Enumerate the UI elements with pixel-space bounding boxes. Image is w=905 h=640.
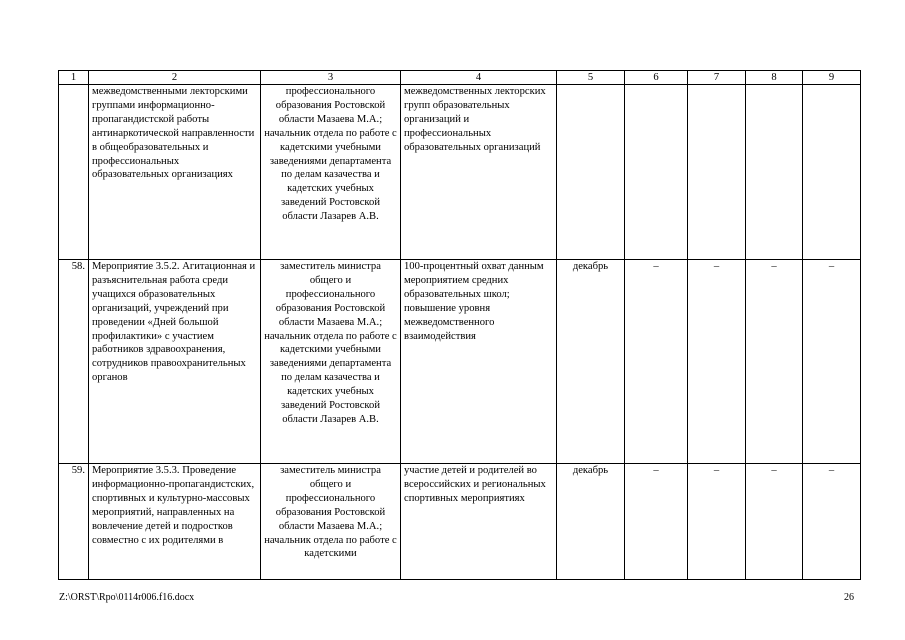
value-cell: – [803,464,861,580]
column-number: 7 [688,71,746,85]
column-number: 8 [746,71,803,85]
row-number: 58. [59,260,89,464]
value-cell: – [688,260,746,464]
column-number: 5 [557,71,625,85]
term-cell [557,85,625,260]
expected-result-cell: 100-процентный охват данным мероприятием средних образовательных школ; повышение уровня межведомственного взаимодействия [401,260,557,464]
activity-cell: Мероприятие 3.5.3. Проведение информационно-пропагандистских, спортивных и культурно-массовых мероприятий, направленных на вовлечение детей и подростков совместно с их родителями в [89,464,261,580]
table-row [59,464,861,580]
column-number: 6 [625,71,688,85]
row-number: 59. [59,464,89,580]
value-cell: – [746,464,803,580]
expected-result-cell: межведомственных лекторских групп образовательных организаций и профессиональных образовательных организаций [401,85,557,260]
responsible-cell: заместитель министра общего и профессионального образования Ростовской области Мазаева М.А.; начальник отдела по работе с кадетскими учебными заведениями департамента по делам казачества и кадетских учебных заведений Ростовской области Лазарев А.В. [261,260,401,464]
column-number: 2 [89,71,261,85]
term-cell: декабрь [557,260,625,464]
page-number: 26 [844,592,854,603]
responsible-cell: заместитель министра общего и профессионального образования Ростовской области Мазаева М.А.; начальник отдела по работе с кадетскими [261,464,401,580]
file-path: Z:\ORST\Rpo\0114r006.f16.docx [59,592,195,603]
row-number [59,85,89,260]
column-number: 9 [803,71,861,85]
value-cell [688,85,746,260]
value-cell: – [803,260,861,464]
value-cell: – [625,260,688,464]
column-number-row [59,71,861,85]
value-cell: – [625,464,688,580]
responsible-cell: профессионального образования Ростовской области Мазаева М.А.; начальник отдела по работе с кадетскими учебными заведениями департамента по делам казачества и кадетских учебных заведений Ростовской области Лазарев А.В. [261,85,401,260]
activity-cell: межведомственными лекторскими группами информационно-пропагандистской работы антинаркотической направленности в общеобразовательных и профессиональных образовательных организациях [89,85,261,260]
value-cell [625,85,688,260]
table-row [59,85,861,260]
value-cell: – [688,464,746,580]
activity-cell: Мероприятие 3.5.2. Агитационная и разъяснительная работа среди учащихся образовательных организаций, учреждений при проведении «Дней большой профилактики» с участием работников здравоохранения, сотрудников правоохранительных органов [89,260,261,464]
expected-result-cell: участие детей и родителей во всероссийских и региональных спортивных мероприятиях [401,464,557,580]
plan-table [58,70,861,580]
term-cell: декабрь [557,464,625,580]
table-row [59,260,861,464]
value-cell [746,85,803,260]
column-number: 3 [261,71,401,85]
column-number: 1 [59,71,89,85]
value-cell [803,85,861,260]
column-number: 4 [401,71,557,85]
value-cell: – [746,260,803,464]
